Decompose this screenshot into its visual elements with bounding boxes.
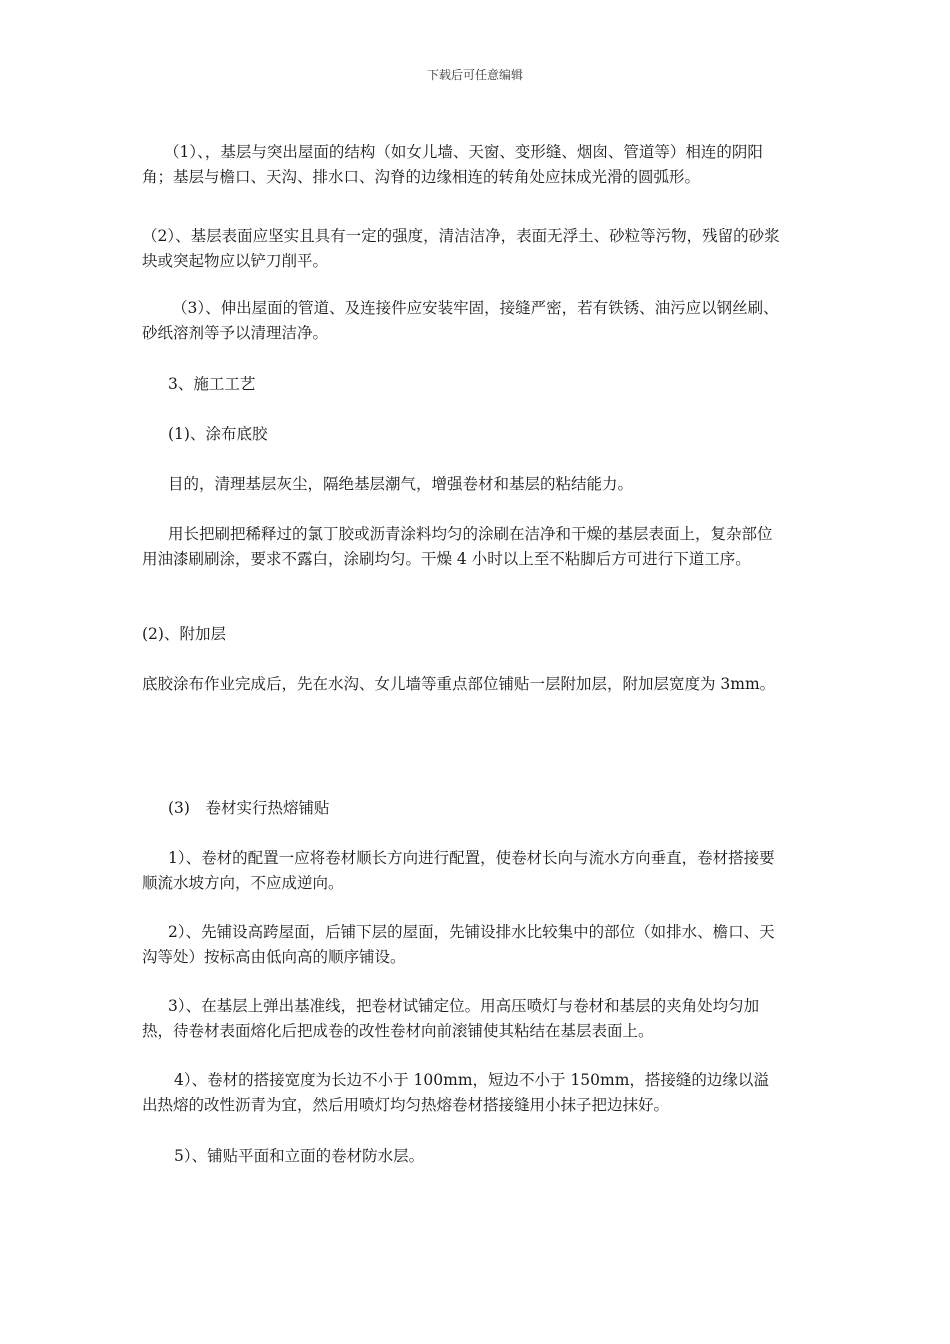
paragraph-additional-layer: 底胶涂布作业完成后，先在水沟、女儿墙等重点部位铺贴一层附加层，附加层宽度为 3mm。 — [142, 675, 776, 693]
paragraph-step-2: 2）、先铺设高跨屋面，后铺下层的屋面，先铺设排水比较集中的部位（如排水、檐口、天沟等处）按标高由低向高的顺序铺设。 — [142, 923, 775, 966]
section-heading-construction: 3、施工工艺 — [168, 375, 256, 393]
subheading-primer: (1)、涂布底胶 — [168, 425, 268, 443]
paragraph-step-1: 1）、卷材的配置一应将卷材顺长方向进行配置，使卷材长向与流水方向垂直，卷材搭接要顺流水坡方向，不应成逆向。 — [142, 849, 775, 892]
paragraph-step-4: 4）、卷材的搭接宽度为长边不小于 100mm，短边不小于 150mm，搭接缝的边缘以溢出热熔的改性沥青为宜，然后用喷灯均匀热熔卷材搭接缝用小抹子把边抹好。 — [142, 1071, 769, 1114]
subheading-additional-layer: (2)、附加层 — [142, 625, 226, 643]
paragraph-base-corners: （1）、，基层与突出屋面的结构（如女儿墙、天窗、变形缝、烟囱、管道等）相连的阴阳角；基层与檐口、天沟、排水口、沟脊的边缘相连的转角处应抹成光滑的圆弧形。 — [142, 143, 763, 186]
paragraph-step-5: 5）、铺贴平面和立面的卷材防水层。 — [174, 1147, 425, 1165]
paragraph-base-surface: （2）、基层表面应坚实且具有一定的强度，清洁洁净，表面无浮土、砂粒等污物，残留的砂浆块或突起物应以铲刀削平。 — [142, 227, 780, 270]
paragraph-primer-method: 用长把刷把稀释过的氯丁胶或沥青涂料均匀的涂刷在洁净和干燥的基层表面上，复杂部位用油漆刷刷涂，要求不露白，涂刷均匀。干燥 4 小时以上至不粘脚后方可进行下道工序。 — [142, 525, 773, 568]
paragraph-purpose: 目的，清理基层灰尘，隔绝基层潮气，增强卷材和基层的粘结能力。 — [168, 475, 634, 493]
paragraph-pipes: （3）、伸出屋面的管道、及连接件应安装牢固，接缝严密，若有铁锈、油污应以钢丝刷、砂纸溶剂等予以清理洁净。 — [142, 299, 779, 342]
page-header: 下载后可任意编辑 — [426, 68, 523, 82]
paragraph-step-3: 3）、在基层上弹出基准线，把卷材试铺定位。用高压喷灯与卷材和基层的夹角处均匀加热，待卷材表面熔化后把成卷的改性卷材向前滚铺使其粘结在基层表面上。 — [142, 997, 760, 1040]
subheading-hot-melt: (3) 卷材实行热熔铺贴 — [168, 799, 330, 817]
